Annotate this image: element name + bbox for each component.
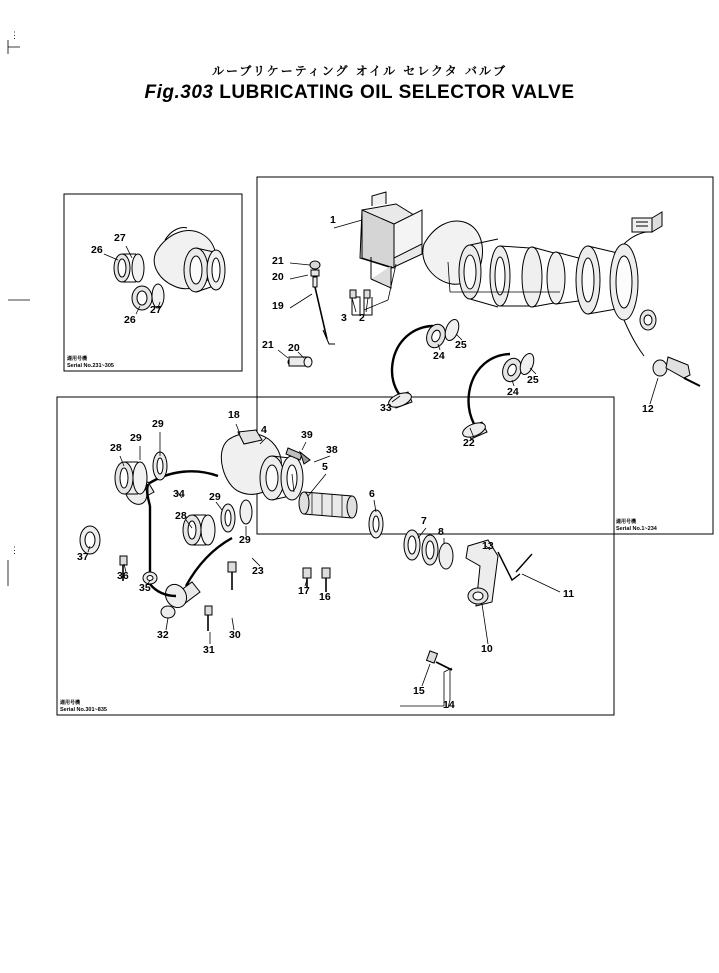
callout-31: 31 (203, 644, 215, 656)
callout-39: 39 (301, 429, 313, 441)
callout-34: 34 (173, 488, 185, 500)
callout-20b: 20 (288, 342, 300, 354)
figure-number: Fig.303 (144, 82, 214, 103)
callout-23: 23 (252, 565, 264, 577)
serial-label-top-left (67, 356, 114, 371)
callout-12: 12 (642, 403, 654, 415)
callout-6: 6 (369, 488, 375, 500)
callout-18: 18 (228, 409, 240, 421)
serial-text-bottom: Serial No.301~835 (60, 707, 107, 714)
callout-35: 35 (139, 582, 151, 594)
callout-13: 13 (482, 540, 494, 552)
callout-27a: 27 (114, 232, 126, 244)
callout-28b: 28 (175, 510, 187, 522)
callout-32: 32 (157, 629, 169, 641)
serial-label-right (616, 519, 657, 534)
serial-jp-bottom: 適用号機 (60, 700, 81, 706)
callout-29d: 29 (239, 534, 251, 546)
callout-33: 33 (380, 402, 392, 414)
callout-8: 8 (438, 526, 444, 538)
callout-37: 37 (77, 551, 89, 563)
callout-3: 3 (341, 312, 347, 324)
callout-25b: 25 (527, 374, 539, 386)
callout-11: 11 (563, 588, 575, 600)
callout-38: 38 (326, 444, 338, 456)
callout-21a: 21 (272, 255, 284, 267)
callout-10: 10 (481, 643, 493, 655)
callout-24b: 24 (507, 386, 519, 398)
callout-21b: 21 (262, 339, 274, 351)
callout-1: 1 (330, 214, 336, 226)
serial-text-top-left: Serial No.231~305 (67, 363, 114, 370)
callout-27b: 27 (150, 304, 162, 316)
serial-text-right: Serial No.1~234 (616, 526, 657, 533)
registration-mark-top-left: ⋮ (10, 30, 19, 40)
title-text: LUBRICATING OIL SELECTOR VALVE (219, 82, 575, 103)
callout-15: 15 (413, 685, 425, 697)
callout-30: 30 (229, 629, 241, 641)
callout-25a: 25 (455, 339, 467, 351)
callout-26a: 26 (91, 244, 103, 256)
callout-17: 17 (298, 585, 310, 597)
callout-28a: 28 (110, 442, 122, 454)
callout-36: 36 (117, 570, 129, 582)
callout-24a: 24 (433, 350, 445, 362)
callout-29b: 29 (130, 432, 142, 444)
callout-20a: 20 (272, 271, 284, 283)
serial-jp-top-left: 適用号機 (67, 356, 88, 362)
callout-26b: 26 (124, 314, 136, 326)
callout-7: 7 (421, 515, 427, 527)
callout-29c: 29 (209, 491, 221, 503)
registration-mark-left-mid: ⋮ (10, 545, 19, 555)
serial-jp-right: 適用号機 (616, 519, 637, 525)
callout-4: 4 (261, 424, 267, 436)
callout-19: 19 (272, 300, 284, 312)
callout-29a: 29 (152, 418, 164, 430)
callout-5: 5 (322, 461, 328, 473)
callout-22: 22 (463, 437, 475, 449)
japanese-subtitle: ルーブリケーティング オイル セレクタ バルブ (212, 64, 507, 78)
callout-16: 16 (319, 591, 331, 603)
serial-label-bottom (60, 700, 107, 715)
callout-2: 2 (359, 312, 365, 324)
callout-14: 14 (443, 699, 455, 711)
